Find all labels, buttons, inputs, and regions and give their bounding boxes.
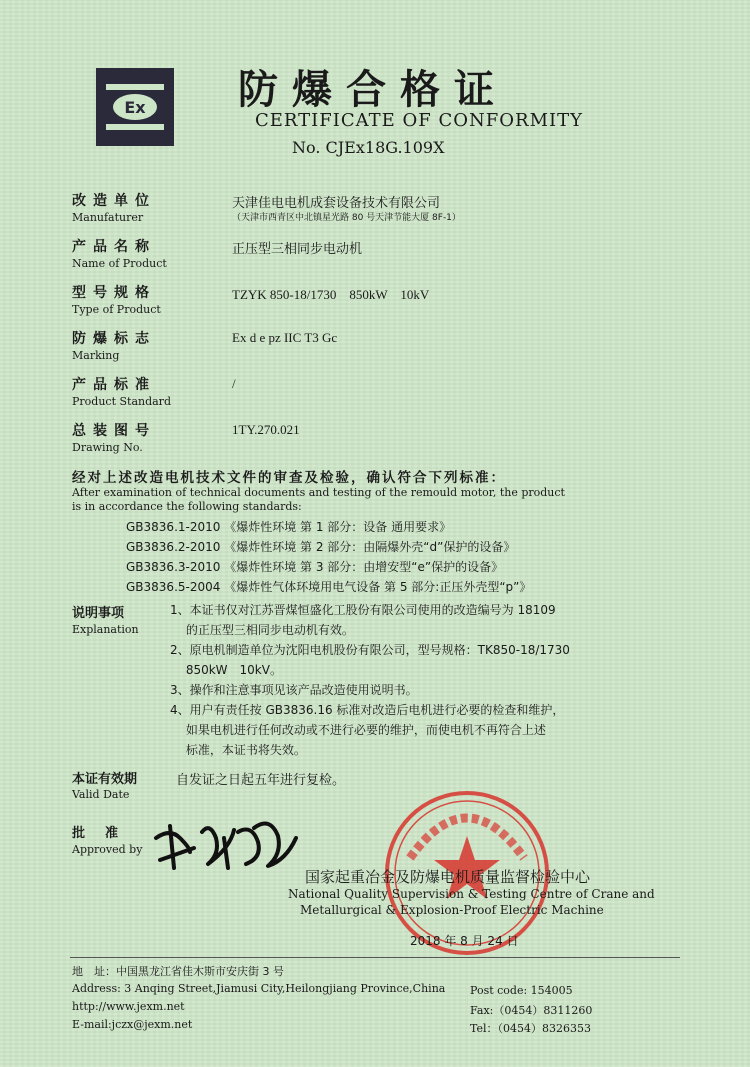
product-name-label-zh: 产品名称 bbox=[72, 239, 156, 255]
explanation-line: 4、用户有责任按 GB3836.16 标准对改造后电机进行必要的检查和维护， bbox=[170, 703, 565, 717]
type-label-en: Type of Product bbox=[72, 303, 161, 316]
intro-en bbox=[72, 486, 632, 514]
explanation-line: 标准，本证书将失效。 bbox=[170, 743, 306, 757]
product-name-label-en: Name of Product bbox=[72, 257, 167, 270]
drawing-label-zh: 总装图号 bbox=[72, 423, 156, 439]
marking-row bbox=[72, 328, 338, 362]
approval-label-en: Approved by bbox=[72, 843, 143, 856]
standard-item: GB3836.1-2010 《爆炸性环境 第 1 部分：设备 通用要求》 bbox=[126, 520, 452, 534]
validity-label bbox=[72, 768, 137, 801]
explanation-line: 2、原电机制造单位为沈阳电机股份有限公司，型号规格：TK850-18/1730 bbox=[170, 643, 570, 657]
footer-website-link[interactable]: http://www.jexm.net bbox=[72, 1000, 185, 1013]
footer-fax: Fax:（0454）8311260 bbox=[470, 1004, 593, 1017]
issue-date: 2018 年 8 月 24 日 bbox=[410, 934, 519, 948]
explanation-label bbox=[72, 602, 139, 636]
standard-item: GB3836.2-2010 《爆炸性环境 第 2 部分：由隔爆外壳“d”保护的设备》 bbox=[126, 540, 516, 554]
validity-value: 自发证之日起五年进行复检。 bbox=[176, 773, 346, 788]
svg-text:Ex: Ex bbox=[124, 98, 146, 117]
standard-item: GB3836.3-2010 《爆炸性环境 第 3 部分：由增安型“e”保护的设备》 bbox=[126, 560, 504, 574]
intro-en-line-1: After examination of technical documents and testing of the remould motor, the product bbox=[72, 486, 565, 499]
product-standard-label-en: Product Standard bbox=[72, 395, 171, 408]
approval-label bbox=[72, 822, 142, 856]
type-row bbox=[72, 282, 430, 316]
intro-en-line-2: is in accordance the following standards: bbox=[72, 500, 302, 513]
intro-zh: 经对上述改造电机技术文件的审查及检验，确认符合下列标准： bbox=[72, 470, 506, 486]
product-standard-row bbox=[72, 374, 236, 408]
certificate-number: No. CJEx18G.109X bbox=[292, 138, 445, 157]
title-zh: 防爆合格证 bbox=[238, 66, 508, 113]
product-standard-value: / bbox=[232, 376, 236, 391]
product-name-row bbox=[72, 236, 363, 270]
type-label-zh: 型号规格 bbox=[72, 285, 156, 301]
marking-label-en: Marking bbox=[72, 349, 120, 362]
manufacturer-address: （天津市西青区中北镇星光路 80 号天津节能大厦 8F-1） bbox=[232, 213, 461, 223]
validity-label-en: Valid Date bbox=[72, 788, 130, 801]
drawing-label-en: Drawing No. bbox=[72, 441, 143, 454]
manufacturer-label-zh: 改造单位 bbox=[72, 193, 156, 209]
marking-label-zh: 防爆标志 bbox=[72, 331, 156, 347]
standard-item: GB3836.5-2004 《爆炸性气体环境用电气设备 第 5 部分:正压外壳型“p”》 bbox=[126, 580, 532, 594]
drawing-row bbox=[72, 420, 300, 454]
explanation-line: 1、本证书仅对江苏晋煤恒盛化工股份有限公司使用的改造编号为 18109 bbox=[170, 603, 556, 617]
explanation-line: 3、操作和注意事项见该产品改造使用说明书。 bbox=[170, 683, 418, 697]
type-value: TZYK 850-18/1730 850kW 10kV bbox=[232, 287, 430, 302]
explanation-label-en: Explanation bbox=[72, 623, 139, 636]
footer-address-en: Address: 3 Anqing Street,Jiamusi City,Heilongjiang Province,China bbox=[72, 982, 446, 995]
explanation-line: 如果电机进行任何改动或不进行必要的维护，而使电机不再符合上述 bbox=[170, 723, 546, 737]
product-standard-label-zh: 产品标准 bbox=[72, 377, 156, 393]
signature-icon bbox=[150, 808, 300, 878]
issuer-name-en-line-1: National Quality Supervision & Testing Centre of Crane and bbox=[288, 887, 655, 901]
footer-postcode: Post code: 154005 bbox=[470, 984, 573, 997]
footer-tel: Tel：（0454）8326353 bbox=[470, 1022, 591, 1035]
explanation-line: 的正压型三相同步电动机有效。 bbox=[170, 623, 354, 637]
issuer-name-zh: 国家起重冶金及防爆电机质量监督检验中心 bbox=[305, 868, 591, 886]
title-en: CERTIFICATE OF CONFORMITY bbox=[255, 110, 583, 131]
approval-label-zh: 批准 bbox=[72, 826, 139, 841]
footer-email-link[interactable]: E-mail:jczx@jexm.net bbox=[72, 1018, 193, 1031]
manufacturer-row bbox=[72, 190, 461, 224]
issuer-name-en-line-2: Metallurgical & Explosion-Proof Electric Machine bbox=[300, 903, 604, 917]
footer-divider bbox=[70, 957, 680, 958]
manufacturer-label-en: Manufaturer bbox=[72, 211, 144, 224]
explanation-line: 850kW 10kV。 bbox=[170, 663, 282, 677]
explanation-label-zh: 说明事项 bbox=[72, 606, 125, 621]
marking-value: Ex d e pz IIC T3 Gc bbox=[232, 330, 338, 345]
product-name-value: 正压型三相同步电动机 bbox=[232, 242, 363, 257]
drawing-value: 1TY.270.021 bbox=[232, 422, 300, 437]
manufacturer-value: 天津佳电电机成套设备技术有限公司 bbox=[232, 196, 441, 211]
footer-address-zh: 地 址：中国黑龙江省佳木斯市安庆街 3 号 bbox=[72, 965, 284, 978]
ex-logo-icon bbox=[96, 68, 174, 146]
validity-label-zh: 本证有效期 bbox=[72, 772, 138, 787]
issuer-name-en bbox=[288, 886, 655, 918]
